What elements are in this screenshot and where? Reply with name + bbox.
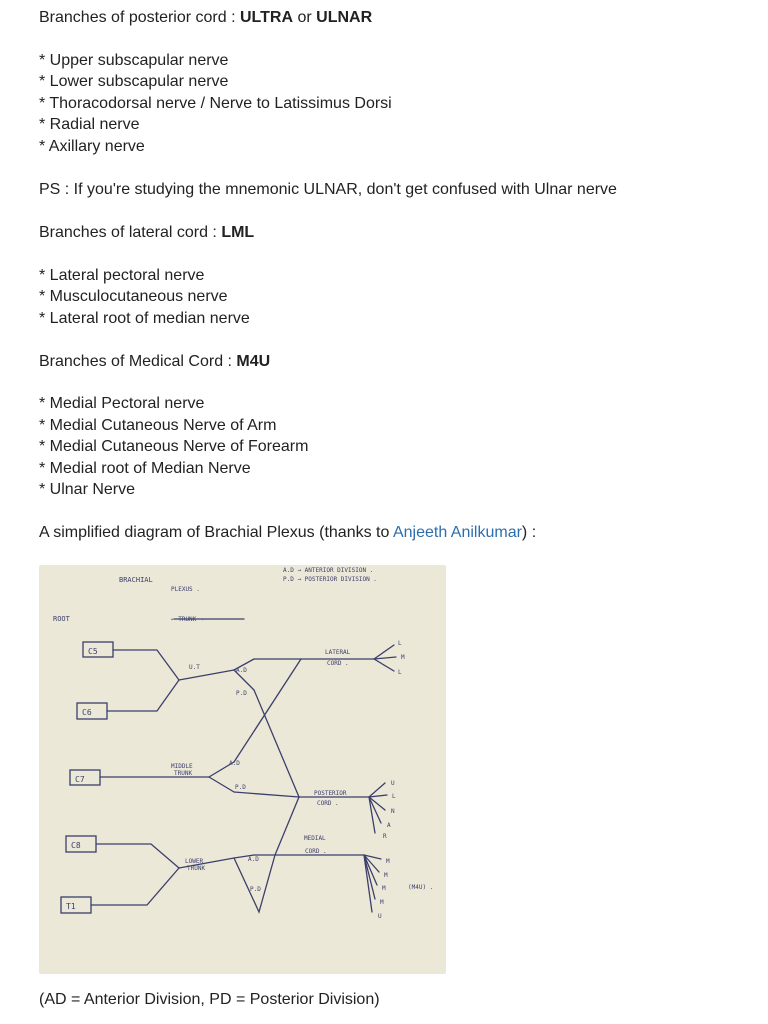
posterior-cord-label-1: POSTERIOR [314, 790, 347, 797]
lateral-branch-3 [374, 659, 394, 671]
list-item: * Thoracodorsal nerve / Nerve to Latissimus Dorsi [39, 95, 392, 112]
heading-text: Branches of lateral cord : [39, 224, 222, 241]
lower-pd-line [234, 855, 275, 912]
posterior-letter: L [392, 793, 396, 800]
diagram-intro [39, 522, 536, 543]
root-c7: C7 [75, 775, 85, 784]
list-item: * Ulnar Nerve [39, 481, 136, 498]
lateral-letter: L [398, 669, 402, 676]
mnemonic-m4u: M4U [236, 353, 271, 370]
heading-text: Branches of posterior cord : [39, 9, 240, 26]
middle-pd-to-posterior [234, 792, 299, 797]
root-t1: T1 [66, 902, 76, 911]
c5-line [113, 650, 179, 680]
list-item: * Axillary nerve [39, 138, 145, 155]
list-item: * Musculocutaneous nerve [39, 288, 228, 305]
diagram-drawing [39, 565, 446, 974]
legend-pd: P.D → POSTERIOR DIVISION . [283, 576, 377, 583]
list-item: * Upper subscapular nerve [39, 52, 229, 69]
root-c5: C5 [88, 647, 98, 656]
medial-letter: M [386, 858, 390, 865]
lower-ad-label: A.D [248, 856, 259, 863]
list-item: * Medial root of Median Nerve [39, 460, 251, 477]
list-item: * Radial nerve [39, 116, 140, 133]
posterior-cord-label-2: CORD . [317, 800, 339, 807]
heading-text: Branches of Medical Cord : [39, 353, 237, 370]
list-item: * Medial Cutaneous Nerve of Arm [39, 417, 277, 434]
posterior-letter: R [383, 833, 387, 840]
mnemonic-ulnar: ULNAR [316, 9, 373, 26]
list-item: * Lateral pectoral nerve [39, 267, 205, 284]
root-label: ROOT [53, 615, 70, 623]
author-link[interactable]: Anjeeth Anilkumar [392, 524, 522, 541]
brachial-plexus-diagram-image [39, 565, 446, 974]
medial-letter: M [382, 885, 386, 892]
upper-pd-label: P.D [236, 690, 247, 697]
footnote: (AD = Anterior Division, PD = Posterior Division) [39, 991, 380, 1008]
lower-trunk-label-1: LOWER [185, 858, 204, 865]
medial-letter: M [384, 872, 388, 879]
mnemonic-ultra: ULTRA [239, 9, 294, 26]
middle-ad-label: A.D [229, 760, 240, 767]
upper-trunk-label: U.T [189, 664, 200, 671]
c8-line [96, 844, 179, 868]
posterior-letter: U [391, 780, 395, 787]
trunk-label: ← TRUNK → [171, 616, 204, 623]
middle-pd-label: P.D [235, 784, 246, 791]
list-item: * Lower subscapular nerve [39, 73, 229, 90]
medial-letter: M [380, 899, 384, 906]
lateral-letter: L [398, 640, 402, 647]
lower-pd-to-posterior [275, 797, 299, 855]
mnemonic-lml: LML [221, 224, 255, 241]
middle-trunk-label-1: MIDDLE [171, 763, 193, 770]
middle-trunk-label-2: TRUNK [174, 770, 193, 777]
medial-cord-heading [39, 351, 270, 372]
heading-joiner: or [293, 9, 317, 26]
middle-pd-line [209, 777, 234, 792]
list-item: * Medial Cutaneous Nerve of Forearm [39, 438, 309, 455]
root-c8: C8 [71, 841, 81, 850]
ps-note: PS : If you're studying the mnemonic ULNAR, don't get confused with Ulnar nerve [39, 181, 617, 198]
lateral-cord-heading [39, 222, 254, 243]
root-c6: C6 [82, 708, 92, 717]
posterior-letter: N [391, 808, 395, 815]
posterior-letter: A [387, 822, 391, 829]
upper-pd-to-posterior [254, 690, 299, 797]
medial-cord-label-1: MEDIAL [304, 835, 326, 842]
lower-trunk-label-2: TRUNK [187, 865, 206, 872]
lateral-letter: M [401, 654, 405, 661]
medial-mnemonic-note: (M4U) . [408, 884, 434, 891]
upper-trunk-line [179, 670, 234, 680]
lateral-cord-label-1: LATERAL [325, 649, 351, 656]
legend-ad: A.D → ANTERIOR DIVISION . [283, 567, 374, 574]
intro-text: A simplified diagram of Brachial Plexus (thanks to [39, 524, 393, 541]
lower-pd-label: P.D [250, 886, 261, 893]
t1-line [91, 868, 179, 905]
list-item: * Medial Pectoral nerve [39, 395, 205, 412]
c6-line [107, 680, 179, 711]
upper-ad-label: A.D [236, 667, 247, 674]
medial-letter: U [378, 913, 382, 920]
list-item: * Lateral root of median nerve [39, 310, 250, 327]
diagram-title-2: PLEXUS . [171, 586, 200, 593]
lateral-cord-label-2: CORD . [327, 660, 349, 667]
middle-ad-to-lateral [234, 659, 301, 762]
intro-suffix: ) : [521, 524, 537, 541]
medial-cord-label-2: CORD . [305, 848, 327, 855]
diagram-title-1: BRACHIAL [119, 576, 153, 584]
posterior-cord-heading [39, 7, 372, 28]
